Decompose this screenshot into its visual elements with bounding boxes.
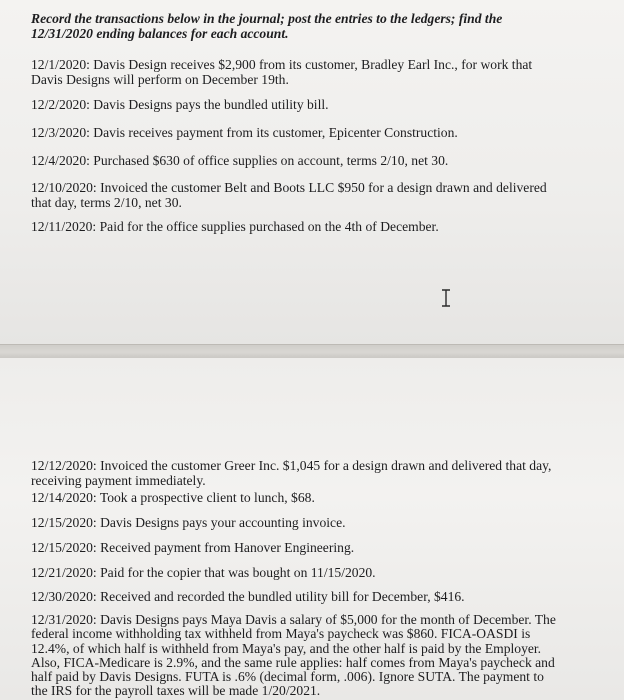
upper-page xyxy=(0,0,624,344)
transaction-line: 12.4%, of which half is withheld from Maya's pay, and the other half is paid by the Employer. xyxy=(31,640,542,656)
transaction-3 xyxy=(31,125,591,140)
instructions-line-1: Record the transactions below in the journal; post the entries to the ledgers; find the xyxy=(31,11,503,26)
transaction-line: the IRS for the payroll taxes will be made 1/20/2021. xyxy=(31,683,321,699)
transaction-line: Davis Designs will perform on December 19th. xyxy=(31,72,289,87)
transaction-line: 12/11/2020: Paid for the office supplies purchased on the 4th of December. xyxy=(31,219,439,234)
transaction-10 xyxy=(31,540,591,555)
transaction-7 xyxy=(31,458,591,488)
transaction-line: 12/1/2020: Davis Design receives $2,900 from its customer, Bradley Earl Inc., for work that xyxy=(31,57,533,72)
transaction-line: 12/2/2020: Davis Designs pays the bundled utility bill. xyxy=(31,97,329,112)
transaction-line: Also, FICA-Medicare is 2.9%, and the same rule applies: half comes from Maya's paycheck and xyxy=(31,654,555,670)
transaction-line: 12/21/2020: Paid for the copier that was bought on 11/15/2020. xyxy=(31,565,376,580)
transaction-line: receiving payment immediately. xyxy=(31,473,206,488)
transaction-9 xyxy=(31,515,591,530)
transaction-1 xyxy=(31,57,591,87)
transaction-2 xyxy=(31,97,591,112)
transaction-13 xyxy=(31,613,591,699)
transaction-8 xyxy=(31,490,591,505)
transaction-line: 12/3/2020: Davis receives payment from its customer, Epicenter Construction. xyxy=(31,125,458,140)
transaction-4 xyxy=(31,153,591,168)
transaction-line: 12/10/2020: Invoiced the customer Belt and Boots LLC $950 for a design drawn and delivered xyxy=(31,180,547,195)
transaction-5 xyxy=(31,180,591,210)
instructions-line-2: 12/31/2020 ending balances for each account. xyxy=(31,26,289,41)
instructions-heading xyxy=(31,11,591,41)
transaction-11 xyxy=(31,565,591,580)
transaction-line: 12/30/2020: Received and recorded the bundled utility bill for December, $416. xyxy=(31,589,465,604)
transaction-line: 12/15/2020: Davis Designs pays your accounting invoice. xyxy=(31,515,346,530)
transaction-12 xyxy=(31,589,591,604)
transaction-line: 12/31/2020: Davis Designs pays Maya Davis a salary of $5,000 for the month of December. The xyxy=(31,612,556,627)
transaction-line: 12/15/2020: Received payment from Hanover Engineering. xyxy=(31,540,355,555)
transaction-line: 12/12/2020: Invoiced the customer Greer Inc. $1,045 for a design drawn and delivered that day, xyxy=(31,458,552,473)
transaction-line: 12/4/2020: Purchased $630 of office supplies on account, terms 2/10, net 30. xyxy=(31,153,449,168)
transaction-line: federal income withholding tax withheld from Maya's paycheck was $860. FICA-OASDI is xyxy=(31,626,531,642)
text-cursor-icon xyxy=(440,289,452,307)
transaction-line: half paid by Davis Designs. FUTA is .6% (decimal form, .006). Ignore SUTA. The payment to xyxy=(31,669,544,685)
transaction-6 xyxy=(31,219,591,234)
transaction-line: that day, terms 2/10, net 30. xyxy=(31,195,182,210)
transaction-line: 12/14/2020: Took a prospective client to lunch, $68. xyxy=(31,490,315,505)
